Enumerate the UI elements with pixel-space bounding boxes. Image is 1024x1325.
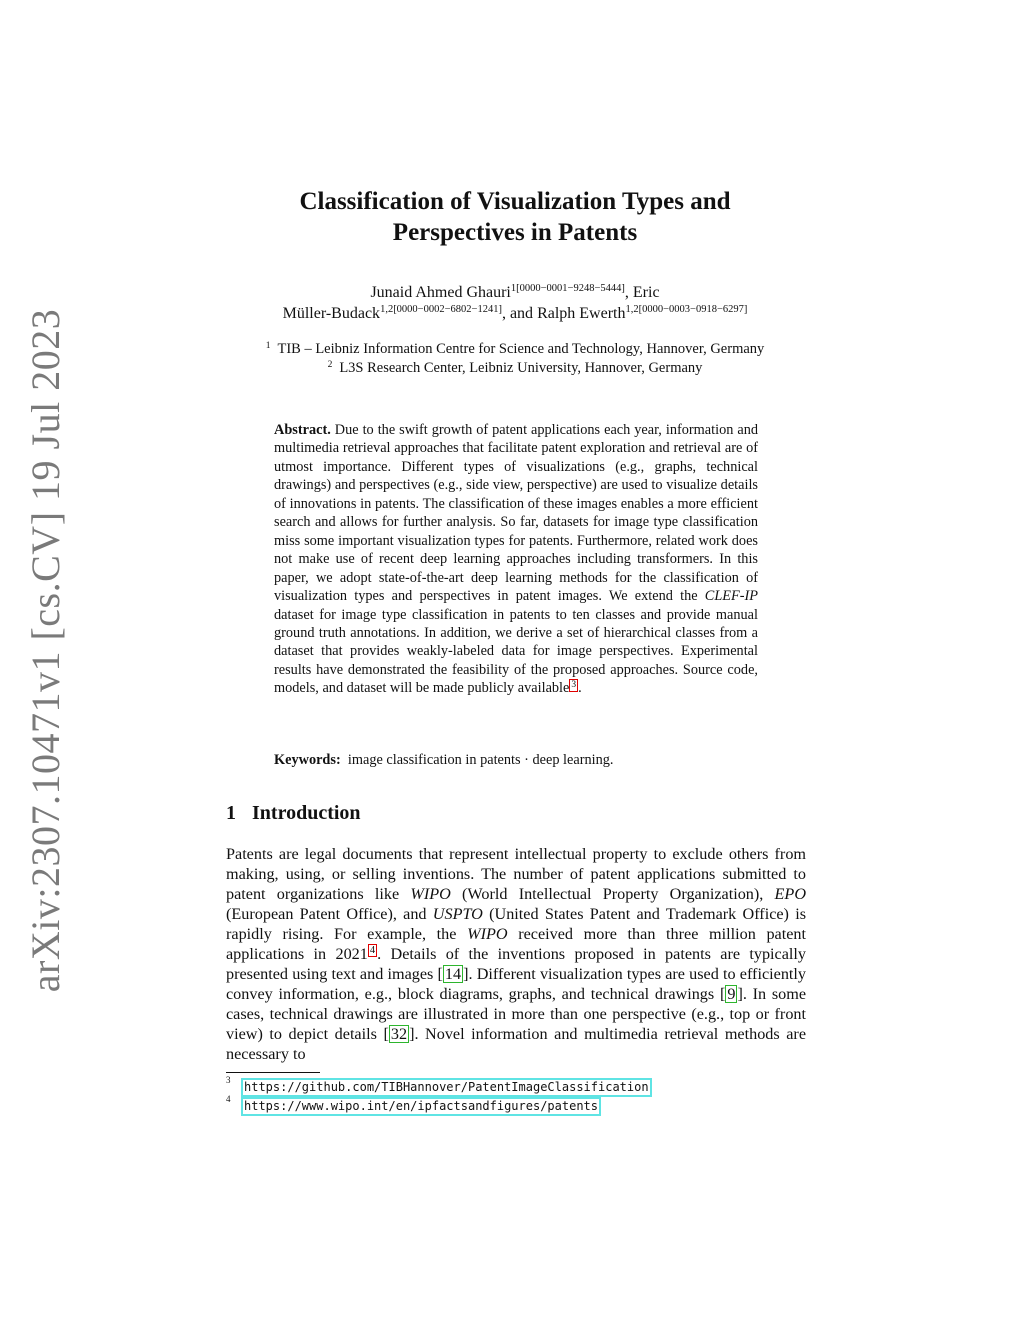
citation-9[interactable]: 9 [727,985,736,1003]
footnote-ref-4[interactable]: 4 [369,945,376,956]
section-title: Introduction [252,802,361,824]
section-heading [226,800,361,826]
footnote-number: 4 [226,1094,231,1104]
citation-14[interactable]: 14 [444,965,462,983]
footnote-4 [226,1094,601,1116]
author-orcid: 1[0000−0001−9248−5444] [510,283,625,294]
affiliation-2: $^2$ L3S Research Center, Leibniz University, Hannover, Germany [327,360,703,376]
footnote-number: 3 [226,1075,231,1085]
footnote-divider [226,1072,320,1073]
author-name: Ralph Ewerth [537,305,626,322]
footnote-3 [226,1075,652,1097]
author-name: Junaid Ahmed Ghauri [370,284,511,301]
author-orcid: 1,2[0000−0003−0918−6297] [625,304,748,315]
title-line-2: Perspectives in Patents [392,219,638,246]
author-name: Müller-Budack [282,305,381,322]
abstract-label: Abstract. [274,422,331,438]
keywords-text: image classification in patents · deep learning. [347,752,614,768]
citation-32[interactable]: 32 [390,1025,408,1043]
footnote-link-github[interactable]: https://github.com/TIBHannover/PatentImageClassification [241,1078,652,1097]
arxiv-identifier: arXiv:2307.10471v1 [cs.CV] 19 Jul 2023 [23,308,69,992]
affiliations [200,340,830,378]
author-list [200,282,830,324]
author-name: Eric [632,284,660,301]
section-number: 1 [226,802,236,824]
abstract: Abstract. Due to the swift growth of patent applications each year, information and multimedia retrieval approaches that facilitate patent exploration and retrieval are of utmost importance. Different types of visualizations (e.g., graphs, technical drawings) and perspectives (e.g., side view, perspective) are used to visualize details of innovations in patents. The classification of these images enables a more efficient search and allows for further analysis. So far, datasets for image type classification miss some important visualization types for patents. Furthermore, related work does not make use of recent deep learning approaches including transformers. In this paper, we adopt state-of-the-art deep learning methods for the classification of visualization types and perspectives in patent images. We extend the CLEF-IP dataset for image type classification in patents to ten classes and provide manual ground truth annotations. In addition, we derive a set of hierarchical classes from a dataset that provides weakly-labeled data for image perspectives. Experimental results have demonstrated the feasibility of the proposed approaches. Source code, models, and dataset will be made publicly available 3 . [274,422,759,697]
dataset-name: CLEF-IP [704,588,759,605]
authors-line-2: Müller-Budack$^{1,2[0000-0002-6802-1241]}$, and Ralph Ewerth$^{1,2[0000-0003-0918-6297]}$ [282,304,748,322]
affiliation-1: $^1$ TIB – Leibniz Information Centre for Science and Technology, Hannover, Germany [265,341,765,357]
intro-paragraph: Patents are legal documents that represent intellectual property to exclude others from making, using, or selling inventions. The number of patent applications submitted to patent organizations like WIPO (World Intellectual Property Organization), EPO (European Patent Office), and USPTO (United States Patent and Trademark Office) is rapidly rising. For example, the WIPO received more than three million patent applications in 2021 4 . Details of the inventions proposed in patents are typically presented using text and images [ 14 ]. Different visualization types are used to efficiently convey information, e.g., block diagrams, graphs, and technical drawings [ 9 ]. In some cases, technical drawings are illustrated in more than one perspective (e.g., top or front view) to depict details [ 32 ]. Novel information and multimedia retrieval methods are necessary to [226,845,807,1063]
arxiv-side-stamp [18,308,74,992]
paper-title [190,186,840,248]
footnote-ref-3[interactable]: 3 [571,680,577,691]
title-line-1: Classification of Visualization Types and [299,188,731,215]
footnote-link-wipo[interactable]: https://www.wipo.int/en/ipfactsandfigures/patents [241,1097,601,1116]
keywords [274,751,758,770]
authors-line-1: Junaid Ahmed Ghauri$^{1[0000-0001-9248-5444]}$, Eric [370,283,660,301]
author-orcid: 1,2[0000−0002−6802−1241] [380,304,502,315]
keywords-label: Keywords: [274,752,341,768]
